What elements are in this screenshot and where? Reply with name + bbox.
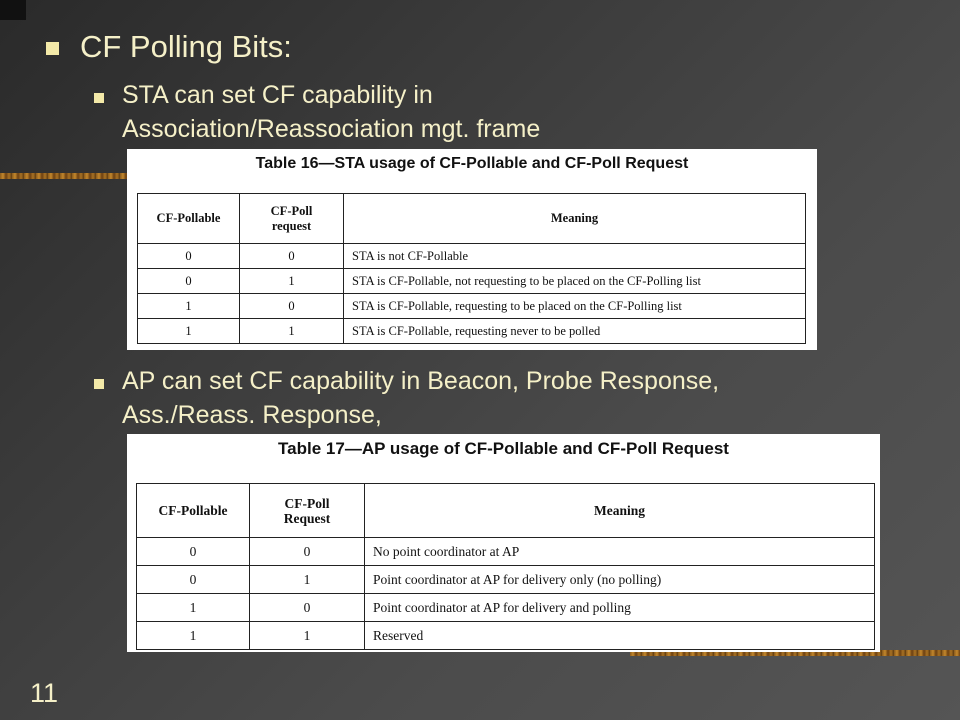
- bullet-2-line-1: AP can set CF capability in Beacon, Probe Response,: [122, 367, 720, 395]
- table-cell: 0: [250, 538, 365, 566]
- table-17-header-cf-poll-request: CF-Poll Request: [250, 484, 365, 538]
- table-cell: 1: [240, 269, 344, 294]
- table-cell: STA is CF-Pollable, requesting never to be polled: [344, 319, 806, 344]
- table-cell: STA is not CF-Pollable: [344, 244, 806, 269]
- table-cell: Point coordinator at AP for delivery only (no polling): [365, 566, 875, 594]
- table-16-header-cf-poll-request: CF-Poll request: [240, 194, 344, 244]
- table-row: [138, 319, 806, 344]
- table-16-header-row: [138, 194, 806, 244]
- table-16-header-meaning: Meaning: [344, 194, 806, 244]
- bullet-2-line-2: Ass./Reass. Response,: [122, 401, 382, 429]
- table-cell: 1: [250, 566, 365, 594]
- table-cell: 1: [137, 594, 250, 622]
- table-17-header-cf-pollable: CF-Pollable: [137, 484, 250, 538]
- table-cell: STA is CF-Pollable, requesting to be placed on the CF-Polling list: [344, 294, 806, 319]
- accent-stripe-left: [0, 173, 130, 179]
- table-cell: 0: [138, 269, 240, 294]
- bullet-2-icon: [94, 379, 104, 389]
- table-cell: STA is CF-Pollable, not requesting to be placed on the CF-Polling list: [344, 269, 806, 294]
- table-cell: 0: [240, 244, 344, 269]
- table-row: [138, 294, 806, 319]
- table-17-caption: Table 17—AP usage of CF-Pollable and CF-Poll Request: [278, 439, 729, 458]
- slide-title: CF Polling Bits:: [80, 29, 292, 64]
- table-cell: 0: [137, 538, 250, 566]
- table-cell: 1: [250, 622, 365, 650]
- table-cell: 1: [137, 622, 250, 650]
- table-16-panel: [127, 149, 817, 350]
- table-cell: 0: [250, 594, 365, 622]
- table-row: [138, 269, 806, 294]
- corner-block: [0, 0, 26, 20]
- table-16-header-cf-pollable: CF-Pollable: [138, 194, 240, 244]
- table-row: [137, 594, 875, 622]
- table-cell: 0: [138, 244, 240, 269]
- bullet-1-line-1: STA can set CF capability in: [122, 81, 433, 109]
- table-17-header-row: [137, 484, 875, 538]
- table-17: [136, 483, 875, 650]
- table-cell: 0: [240, 294, 344, 319]
- table-17-header-meaning: Meaning: [365, 484, 875, 538]
- table-cell: Reserved: [365, 622, 875, 650]
- slide-number: 11: [30, 678, 59, 708]
- title-bullet-icon: [46, 42, 59, 55]
- table-row: [137, 566, 875, 594]
- table-cell: 1: [138, 319, 240, 344]
- table-cell: 1: [240, 319, 344, 344]
- bullet-1-line-2: Association/Reassociation mgt. frame: [122, 115, 541, 143]
- table-row: [138, 244, 806, 269]
- table-16: [137, 193, 806, 344]
- table-cell: Point coordinator at AP for delivery and polling: [365, 594, 875, 622]
- table-cell: 0: [137, 566, 250, 594]
- table-row: [137, 538, 875, 566]
- table-row: [137, 622, 875, 650]
- table-16-caption: Table 16—STA usage of CF-Pollable and CF-Poll Request: [255, 155, 689, 172]
- table-cell: 1: [138, 294, 240, 319]
- bullet-1-icon: [94, 93, 104, 103]
- table-17-panel: [127, 434, 880, 652]
- table-cell: No point coordinator at AP: [365, 538, 875, 566]
